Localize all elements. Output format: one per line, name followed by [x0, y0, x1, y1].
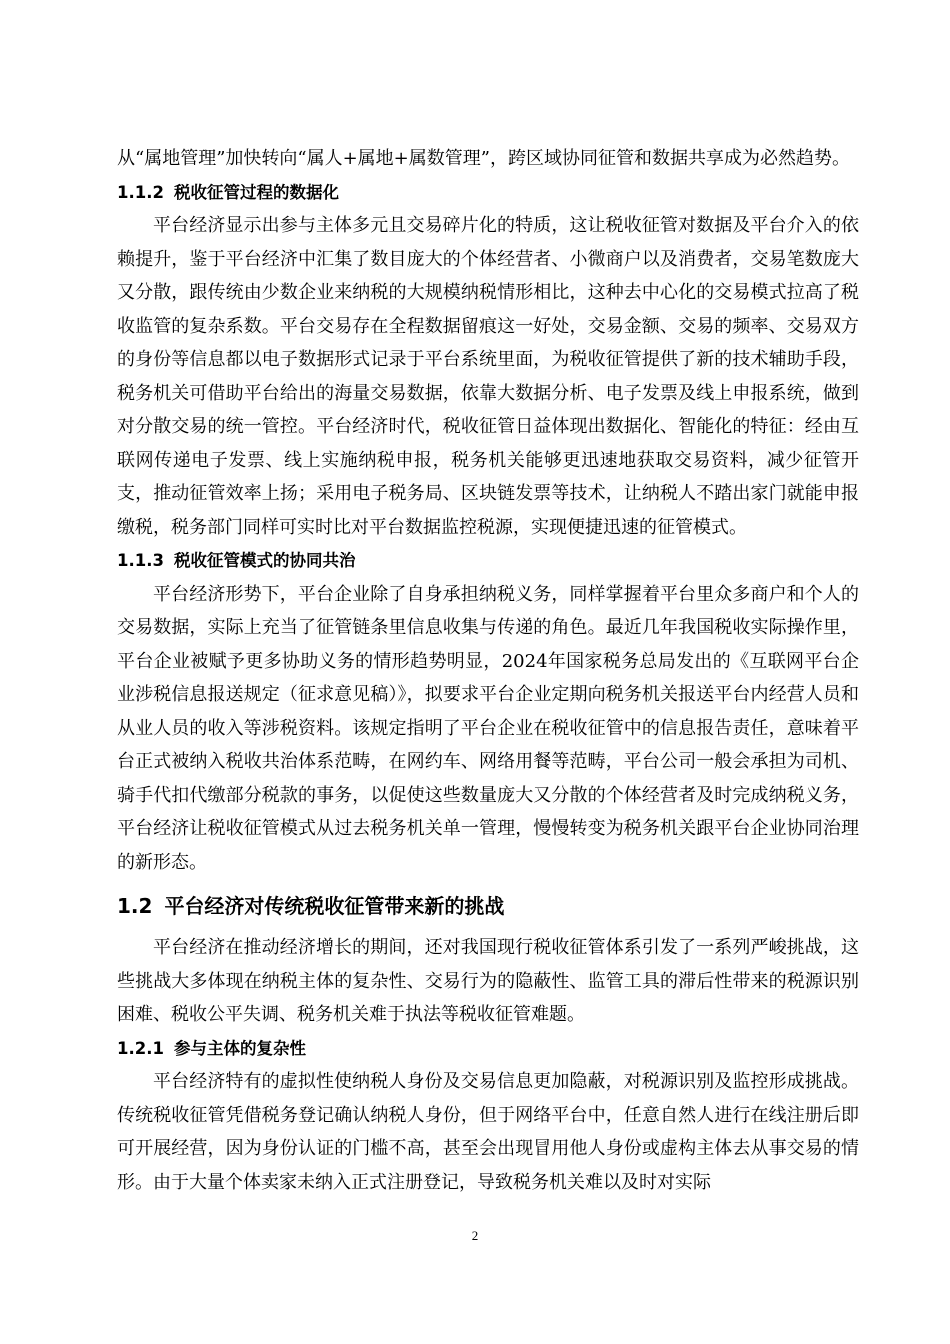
page-number: 2	[471, 1228, 479, 1243]
heading-1-2	[117, 889, 859, 923]
heading-number: 1.2	[117, 894, 153, 918]
heading-title: 参与主体的复杂性	[173, 1038, 306, 1058]
paragraph-1-1-2: 平台经济显示出参与主体多元且交易碎片化的特质，这让税收征管对数据及平台介入的依赖提升，鉴于平台经济中汇集了数目庞大的个体经营者、小微商户以及消费者，交易笔数庞大又分散，跟传统由少数企业来纳税的大规模纳税情形相比，这种去中心化的交易模式拉高了税收监管的复杂系数。平台交易存在全程数据留痕这一好处，交易金额、交易的频率、交易双方的身份等信息都以电子数据形式记录于平台系统里面，为税收征管提供了新的技术辅助手段，税务机关可借助平台给出的海量交易数据，依靠大数据分析、电子发票及线上申报系统，做到对分散交易的统一管控。平台经济时代，税收征管日益体现出数据化、智能化的特征：经由互联网传递电子发票、线上实施纳税申报，税务机关能够更迅速地获取交易资料，减少征管开支，推动征管效率上扬；采用电子税务局、区块链发票等技术，让纳税人不踏出家门就能申报缴税，税务部门同样可实时比对平台数据监控税源，实现便捷迅速的征管模式。	[117, 215, 859, 538]
heading-1-2-1	[117, 1032, 859, 1066]
paragraph-1-2: 平台经济在推动经济增长的期间，还对我国现行税收征管体系引发了一系列严峻挑战，这些挑战大多体现在纳税主体的复杂性、交易行为的隐蔽性、监管工具的滞后性带来的税源识别困难、税收公平失调、税务机关难于执法等税收征管难题。	[117, 937, 859, 1025]
intro-paragraph: 从“属地管理”加快转向“属人+属地+属数管理”，跨区域协同征管和数据共享成为必然趋势。	[117, 148, 850, 169]
heading-title: 税收征管模式的协同共治	[173, 551, 356, 570]
page-content	[117, 142, 859, 1199]
heading-number: 1.2.1	[117, 1038, 164, 1058]
heading-1-1-3	[117, 544, 859, 578]
heading-title: 平台经济对传统税收征管带来新的挑战	[164, 894, 505, 918]
paragraph-1-1-3: 平台经济形势下，平台企业除了自身承担纳税义务，同样掌握着平台里众多商户和个人的交易数据，实际上充当了征管链条里信息收集与传递的角色。最近几年我国税收实际操作里，平台企业被赋予更多协助义务的情形趋势明显，2024年国家税务总局发出的《互联网平台企业涉税信息报送规定（征求意见稿）》，拟要求平台企业定期向税务机关报送平台内经营人员和从业人员的收入等涉税资料。该规定指明了平台企业在税收征管中的信息报告责任，意味着平台正式被纳入税收共治体系范畴，在网约车、网络用餐等范畴，平台公司一般会承担为司机、骑手代扣代缴部分税款的事务，以促使这些数量庞大又分散的个体经营者及时完成纳税义务，平台经济让税收征管模式从过去税务机关单一管理，慢慢转变为税务机关跟平台企业协同治理的新形态。	[117, 583, 859, 873]
heading-1-1-2	[117, 176, 859, 210]
heading-title: 税收征管过程的数据化	[173, 182, 339, 202]
paragraph-1-2-1: 平台经济特有的虚拟性使纳税人身份及交易信息更加隐蔽，对税源识别及监控形成挑战。传统税收征管凭借税务登记确认纳税人身份，但于网络平台中，任意自然人进行在线注册后即可开展经营，因为身份认证的门槛不高，甚至会出现冒用他人身份或虚构主体去从事交易的情形。由于大量个体卖家未纳入正式注册登记，导致税务机关难以及时对实际	[117, 1071, 859, 1193]
heading-number: 1.1.2	[117, 182, 164, 202]
heading-number: 1.1.3	[117, 551, 164, 570]
